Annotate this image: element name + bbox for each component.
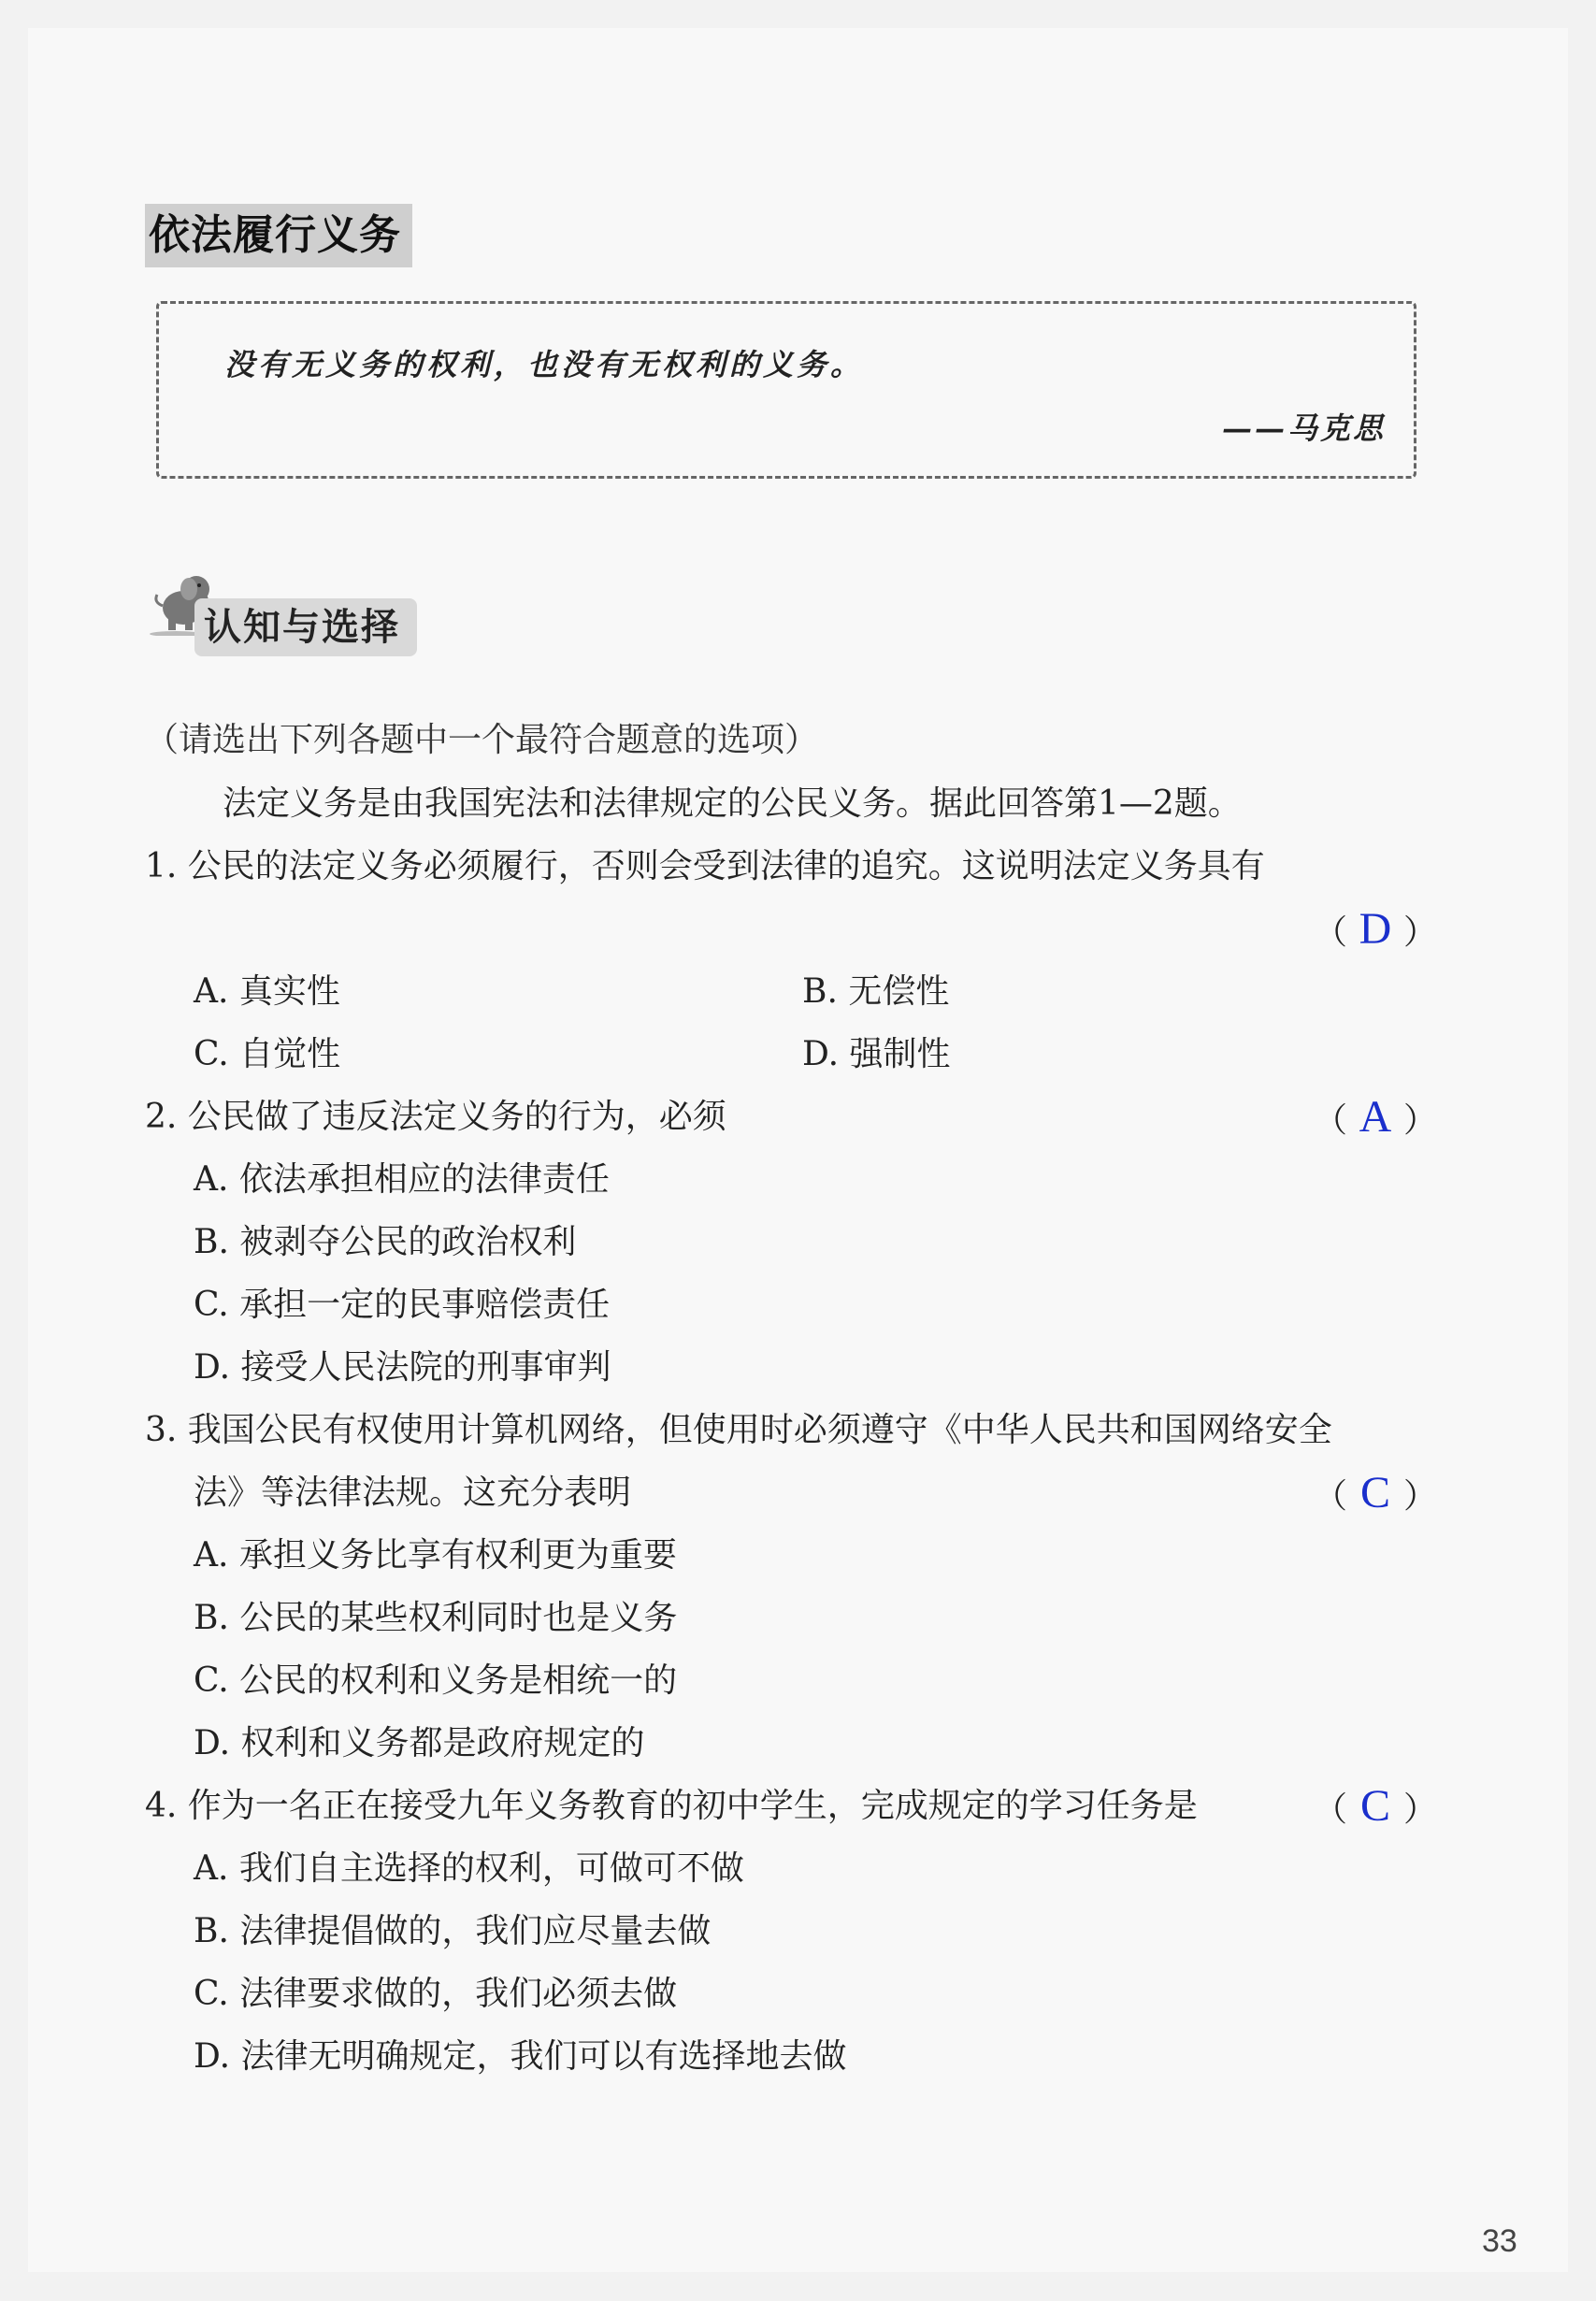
- quote-text: 没有无义务的权利，也没有无权利的义务。: [224, 347, 865, 382]
- question-1-option-b: B. 无偿性: [802, 972, 950, 1011]
- intro-text: 法定义务是由我国宪法和法律规定的公民义务。据此回答第1—2题。: [223, 784, 1242, 823]
- question-2-answer: [1314, 1092, 1438, 1143]
- quote-author: ——马克思: [1221, 410, 1386, 446]
- answer-close-paren: ）: [1403, 1477, 1438, 1516]
- question-1-option-d: D. 强制性: [802, 1035, 951, 1073]
- question-1-answer: [1314, 904, 1438, 956]
- question-3-option-b: B. 公民的某些权利同时也是义务: [194, 1599, 678, 1637]
- answer-letter: C: [1360, 1468, 1391, 1517]
- question-1-option-a: A. 真实性: [194, 972, 340, 1011]
- subsection-title: 认知与选择: [204, 606, 400, 649]
- question-3-answer: [1314, 1468, 1438, 1519]
- subsection-title-box: [194, 598, 417, 656]
- question-2-option-b: B. 被剥夺公民的政治权利: [194, 1223, 577, 1261]
- question-4-option-b: B. 法律提倡做的，我们应尽量去做: [194, 1912, 712, 1950]
- question-4-option-a: A. 我们自主选择的权利，可做可不做: [194, 1849, 744, 1888]
- answer-open-paren: （: [1314, 1477, 1348, 1516]
- question-3-option-c: C. 公民的权利和义务是相统一的: [194, 1661, 678, 1700]
- question-3-option-d: D. 权利和义务都是政府规定的: [194, 1724, 645, 1762]
- page-number: 33: [1482, 2223, 1517, 2259]
- question-4-text: 4. 作为一名正在接受九年义务教育的初中学生，完成规定的学习任务是: [145, 1787, 1198, 1825]
- question-2-text: 2. 公民做了违反法定义务的行为，必须: [145, 1098, 726, 1136]
- answer-open-paren: （: [1314, 1790, 1348, 1829]
- question-2-option-d: D. 接受人民法院的刑事审判: [194, 1348, 611, 1387]
- question-2-option-c: C. 承担一定的民事赔偿责任: [194, 1286, 611, 1324]
- section-title: 依法履行义务: [145, 204, 412, 267]
- question-4-answer: [1314, 1781, 1438, 1833]
- question-2-option-a: A. 依法承担相应的法律责任: [194, 1160, 610, 1199]
- answer-letter: C: [1360, 1781, 1391, 1831]
- answer-letter: A: [1359, 1092, 1392, 1142]
- question-1-text: 1. 公民的法定义务必须履行，否则会受到法律的追究。这说明法定义务具有: [145, 847, 1265, 885]
- answer-open-paren: （: [1314, 913, 1348, 952]
- answer-close-paren: ）: [1403, 913, 1438, 952]
- instruction-text: （请选出下列各题中一个最符合题意的选项）: [145, 721, 819, 759]
- answer-letter: D: [1359, 904, 1392, 954]
- question-3-text-line-2: 法》等法律法规。这充分表明: [194, 1474, 632, 1512]
- answer-close-paren: ）: [1403, 1790, 1438, 1829]
- question-4-option-c: C. 法律要求做的，我们必须去做: [194, 1975, 678, 2013]
- question-4-option-d: D. 法律无明确规定，我们可以有选择地去做: [194, 2037, 847, 2076]
- answer-open-paren: （: [1314, 1101, 1348, 1140]
- question-1-option-c: C. 自觉性: [194, 1035, 341, 1073]
- answer-close-paren: ）: [1403, 1101, 1438, 1140]
- question-3-option-a: A. 承担义务比享有权利更为重要: [194, 1536, 677, 1575]
- quote-box: [156, 301, 1416, 479]
- question-3-text-line-1: 3. 我国公民有权使用计算机网络，但使用时必须遵守《中华人民共和国网络安全: [145, 1411, 1332, 1449]
